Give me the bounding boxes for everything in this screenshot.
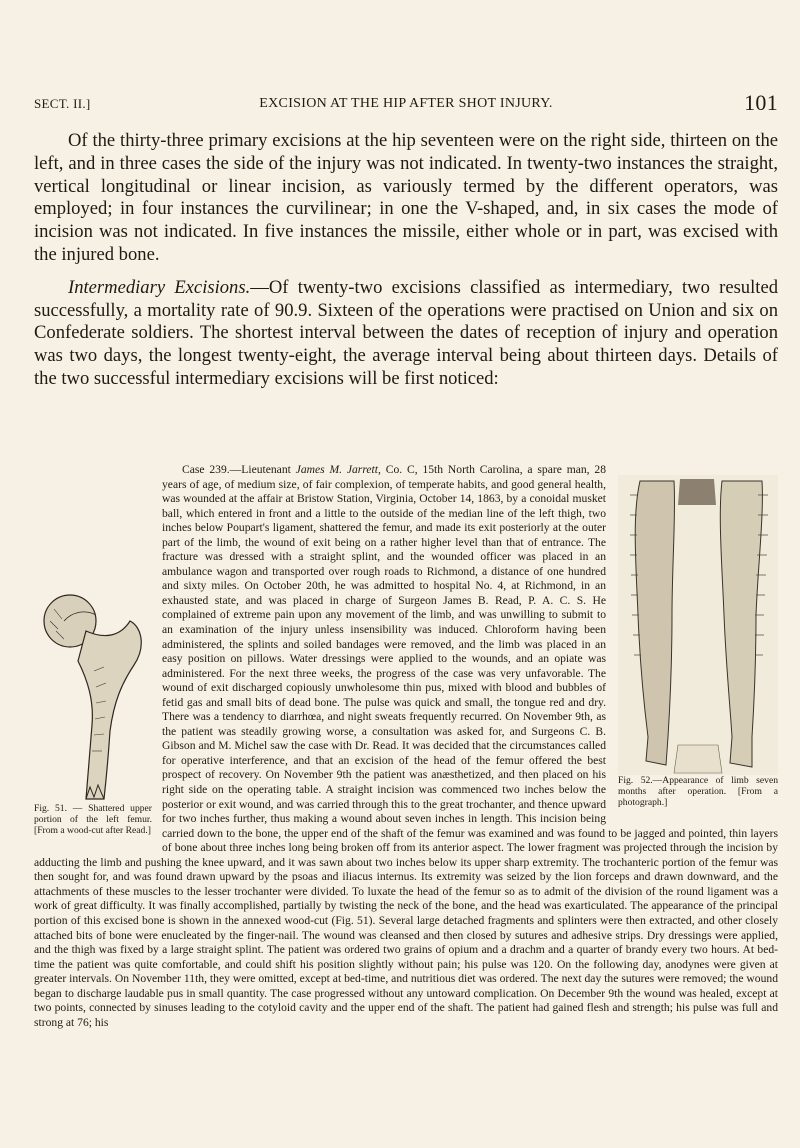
page-number: 101 — [744, 90, 778, 115]
intermediary-heading: Intermediary Excisions. — [68, 276, 251, 298]
paragraph-intermediary-excisions — [34, 277, 778, 391]
intermediary-body: —Of twenty-two excisions classified as intermediary, two resulted successfully, a mortality rate of 90.9. Sixteen of the operations were practised on Union and six on Confederate soldiers. The shortest interval between the dates of reception of injury and operation was two days, the longest twenty-eight, the average interval being about thirteen days. Details of the two successful intermediary excisions will be first noticed: — [34, 276, 778, 389]
figure-51-caption: Fig. 51. — Shattered upper portion of the left femur. [From a wood-cut after Read.] — [34, 803, 152, 836]
figure-52-caption: Fig. 52.—Appearance of limb seven months after operation. [From a photograph.] — [618, 775, 778, 808]
femur-woodcut — [34, 591, 152, 803]
paragraph-primary-excisions: Of the thirty-three primary excisions at the hip seventeen were on the right side, thirteen on the left, and in three cases the side of the injury was not indicated. In twenty-two instances the straight, vertical longitudinal or linear incision, as variously termed by the different operators, was employed; in four instances the curvilinear; in one the V-shaped, and, in six cases the mode of incision was not indicated. In five instances the missile, either whole or in part, was excised with the injured bone. — [34, 130, 778, 265]
running-title: EXCISION AT THE HIP AFTER SHOT INJURY. — [259, 96, 553, 111]
case-239-block — [34, 463, 778, 1030]
intro-text — [34, 130, 778, 391]
limb-photograph — [618, 475, 778, 775]
case-label: Case 239. — [182, 463, 230, 476]
case-patient-name: James M. Jarrett — [295, 463, 378, 476]
case-officer: Lieutenant — [241, 463, 296, 476]
case-239-paragraph: Fig. 51. — Shattered upper portion of the left femur. [From a wood-cut after Read.] Case 239.—Lieutenant James M. Jarrett, Co. C, 15th North Carolina, a spare man, 28 years of age, of medium size, of fair complexion, of temperate habits, and good general health, was wounded at the affair at Bristow Station, Virginia, October 14, 1863, by a conoidal musket ball, which entered in front and a little to the outside of the median line of the left thigh, two inches below Poupart's ligament, shattered the femur, and made its exit posteriorly at the outer part of the limb, the wound of exit being on a rather higher level than that of entrance. The fracture was dressed with a straight splint, and the wounded officer was placed in an ambulance wagon and transported over rough roads to Richmond, a distance of one hundred and sixty miles. On October 20th, he was admitted to hospital No. 4, at Richmond, in an exhausted state, and was placed in charge of Surgeon James B. Read, P. A. C. S. He complained of extreme pain upon any movement of the limb, and was unwilling to submit to an examination of the injury unless insensibility was induced. Chloroform having been administered, the splints and soiled bandages were removed, and the limb was placed in an easy position on pillows. Water dressings were applied to the wounds, and an opiate was administered. For the next three weeks, the progress of the case was very unfavorable. The wound of exit discharged copiously unwholesome thin pus, mixed with blood and bubbles of fetid gas and small bits of dead bone. The pulse was quick and small, the tongue red and dry. There was a tendency to diarrhœa, and night sweats frequently recurred. On November 9th, as the patient was steadily growing worse, a consultation was asked for, and Surgeons C. B. Gibson and M. Michel saw the case with Dr. Read. It was decided that the circumstances called for operative interference, and that an excision of the head of the femur offered the best prospect of recovery. On November 9th the patient was anæsthetized, and then placed on his right side on the operating table. A straight incision was commenced two inches below the posterior or exit wound, and was carried through this to the great trochanter, and thence upward for two inches further, thus making a wound about seven inches in length. This incision being carried down to the bone, the upper end of the shaft of the femur was examined and was found to be jagged and pointed, thin layers of bone about three inches long being broken off from its anterior aspect. The lower fragment was projected through the incision by adducting the limb and pushing the knee upward, and it was sawn about two inches below its upper sharp extremity. The trochanteric portion of the femur was then sought for, and was found drawn upward by the psoas and iliacus internus. Its extremity was seized by the lion forceps and drawn downward, and the attachments of these muscles to the lesser trochanter were divided. To luxate the head of the femur so as to admit of the division of the round ligament was a work of great difficulty. It was finally accomplished, partially by twisting the neck of the bone, and the head was exarticulated. The appearance of the principal portion of this excised bone is shown in the annexed wood-cut (Fig. 51). Several large detached fragments and splinters were then extracted, and other closely attached bits of bone were enucleated by the finger-nail. The wound was cleansed and then closed by sutures and adhesive strips. Dry dressings were applied, and the thigh was fixed by a large straight splint. The patient was ordered two grains of opium and a drachm and a quarter of brandy every two hours. At bed-time the patient was quite comfortable, and could shift his position slightly without pain; his pulse was 120. On the following day, anodynes were given at greater intervals. On November 11th, they were omitted, except at bed-time, and nutritious diet was ordered. The next day the sutures were removed; the wound began to discharge laudable pus in small quantity. The case progressed without any untoward complication. On December 9th the wound was healed, except at two points, connected by sinuses leading to the cotyloid cavity and the upper end of the shaft. The patient had gained flesh and strength; his pulse was full and strong at 76; his — [34, 463, 778, 1029]
section-label: SECT. II.] — [34, 96, 91, 111]
figure-51 — [34, 591, 152, 841]
page-header — [34, 90, 778, 114]
case-body: , Co. C, 15th North Carolina, a spare man, 28 years of age, of medium size, of fair complexion, of temperate habits, and good general health, was wounded at the affair at Bristow Station, Virginia, October 14, 1863, by a conoidal musket ball, which entered in front and a little to the outside of the median line of the left thigh, two inches below Poupart's ligament, shattered the femur, and made its exit posteriorly at the outer part of the limb, the wound of exit being on a rather higher level than that of entrance. The fracture was dressed with a straight splint, and the wounded officer was placed in an ambulance wagon and transported over rough roads to Richmond, a distance of one hundred and sixty miles. On October 20th, he was admitted to hospital No. 4, at Richmond, in an exhausted state, and was placed in charge of Surgeon James B. Read, P. A. C. S. He complained of extreme pain upon any movement of the limb, and was unwilling to submit to an examination of the injury unless insensibility was induced. Chloroform having been administered, the splints and soiled bandages were removed, and the limb was placed in an easy position on pillows. Water dressings were applied to the wounds, and an opiate was administered. For the next three weeks, the progress of the case was very unfavorable. The wound of exit discharged copiously unwholesome thin pus, mixed with blood and bubbles of fetid gas and small bits of dead bone. The pulse was quick and small, the tongue red and dry. There was a tendency to diarrhœa, and night sweats frequently recurred. On November 9th, as the patient was steadily growing worse, a consultation was asked for, and Surgeons C. B. Gibson and M. Michel saw the case with Dr. Read. It was decided that the circumstances called for operative interference, and that an excision of the head of the femur offered the best prospect of recovery. On November 9th the patient was anæsthetized, and then placed on his right side on the operating table. A straight incision was commenced two inches below the posterior or exit wound, and was carried through this to the great trochanter, and thence upward for two inches further, thus making a wound about seven inches in length. This incision being carried down to the bone, the upper end of the shaft of the femur was examined and was found to be jagged and pointed, thin layers of bone about three inches long being broken off from its anterior aspect. The lower fragment was projected through the incision by adducting the limb and pushing the knee upward, and it was sawn about two inches below its upper sharp extremity. The trochanteric portion of the femur was then sought for, and was found drawn upward by the psoas and iliacus internus. Its extremity was seized by the lion forceps and drawn downward, and the attachments of these muscles to the lesser trochanter were divided. To luxate the head of the femur so as to admit of the division of the round ligament was a work of great difficulty. It was finally accomplished, partially by twisting the neck of the bone, and the head was exarticulated. The appearance of the principal portion of this excised bone is shown in the annexed wood-cut (Fig. 51). Several large detached fragments and splinters were then extracted, and other closely attached bits of bone were enucleated by the finger-nail. The wound was cleansed and then closed by sutures and adhesive strips. Dry dressings were applied, and the thigh was fixed by a large straight splint. The patient was ordered two grains of opium and a drachm and a quarter of brandy every two hours. At bed-time the patient was quite comfortable, and could shift his position slightly without pain; his pulse was 120. On the following day, anodynes were given at greater intervals. On November 11th, they were omitted, except at bed-time, and nutritious diet was ordered. The next day the sutures were removed; the wound began to discharge laudable pus in small quantity. The case progressed without any untoward complication. On December 9th the wound was healed, except at two points, connected by sinuses leading to the cotyloid cavity and the upper end of the shaft. The patient had gained flesh and strength; his pulse was full and strong at 76; his — [34, 463, 778, 1029]
figure-52 — [618, 475, 778, 807]
